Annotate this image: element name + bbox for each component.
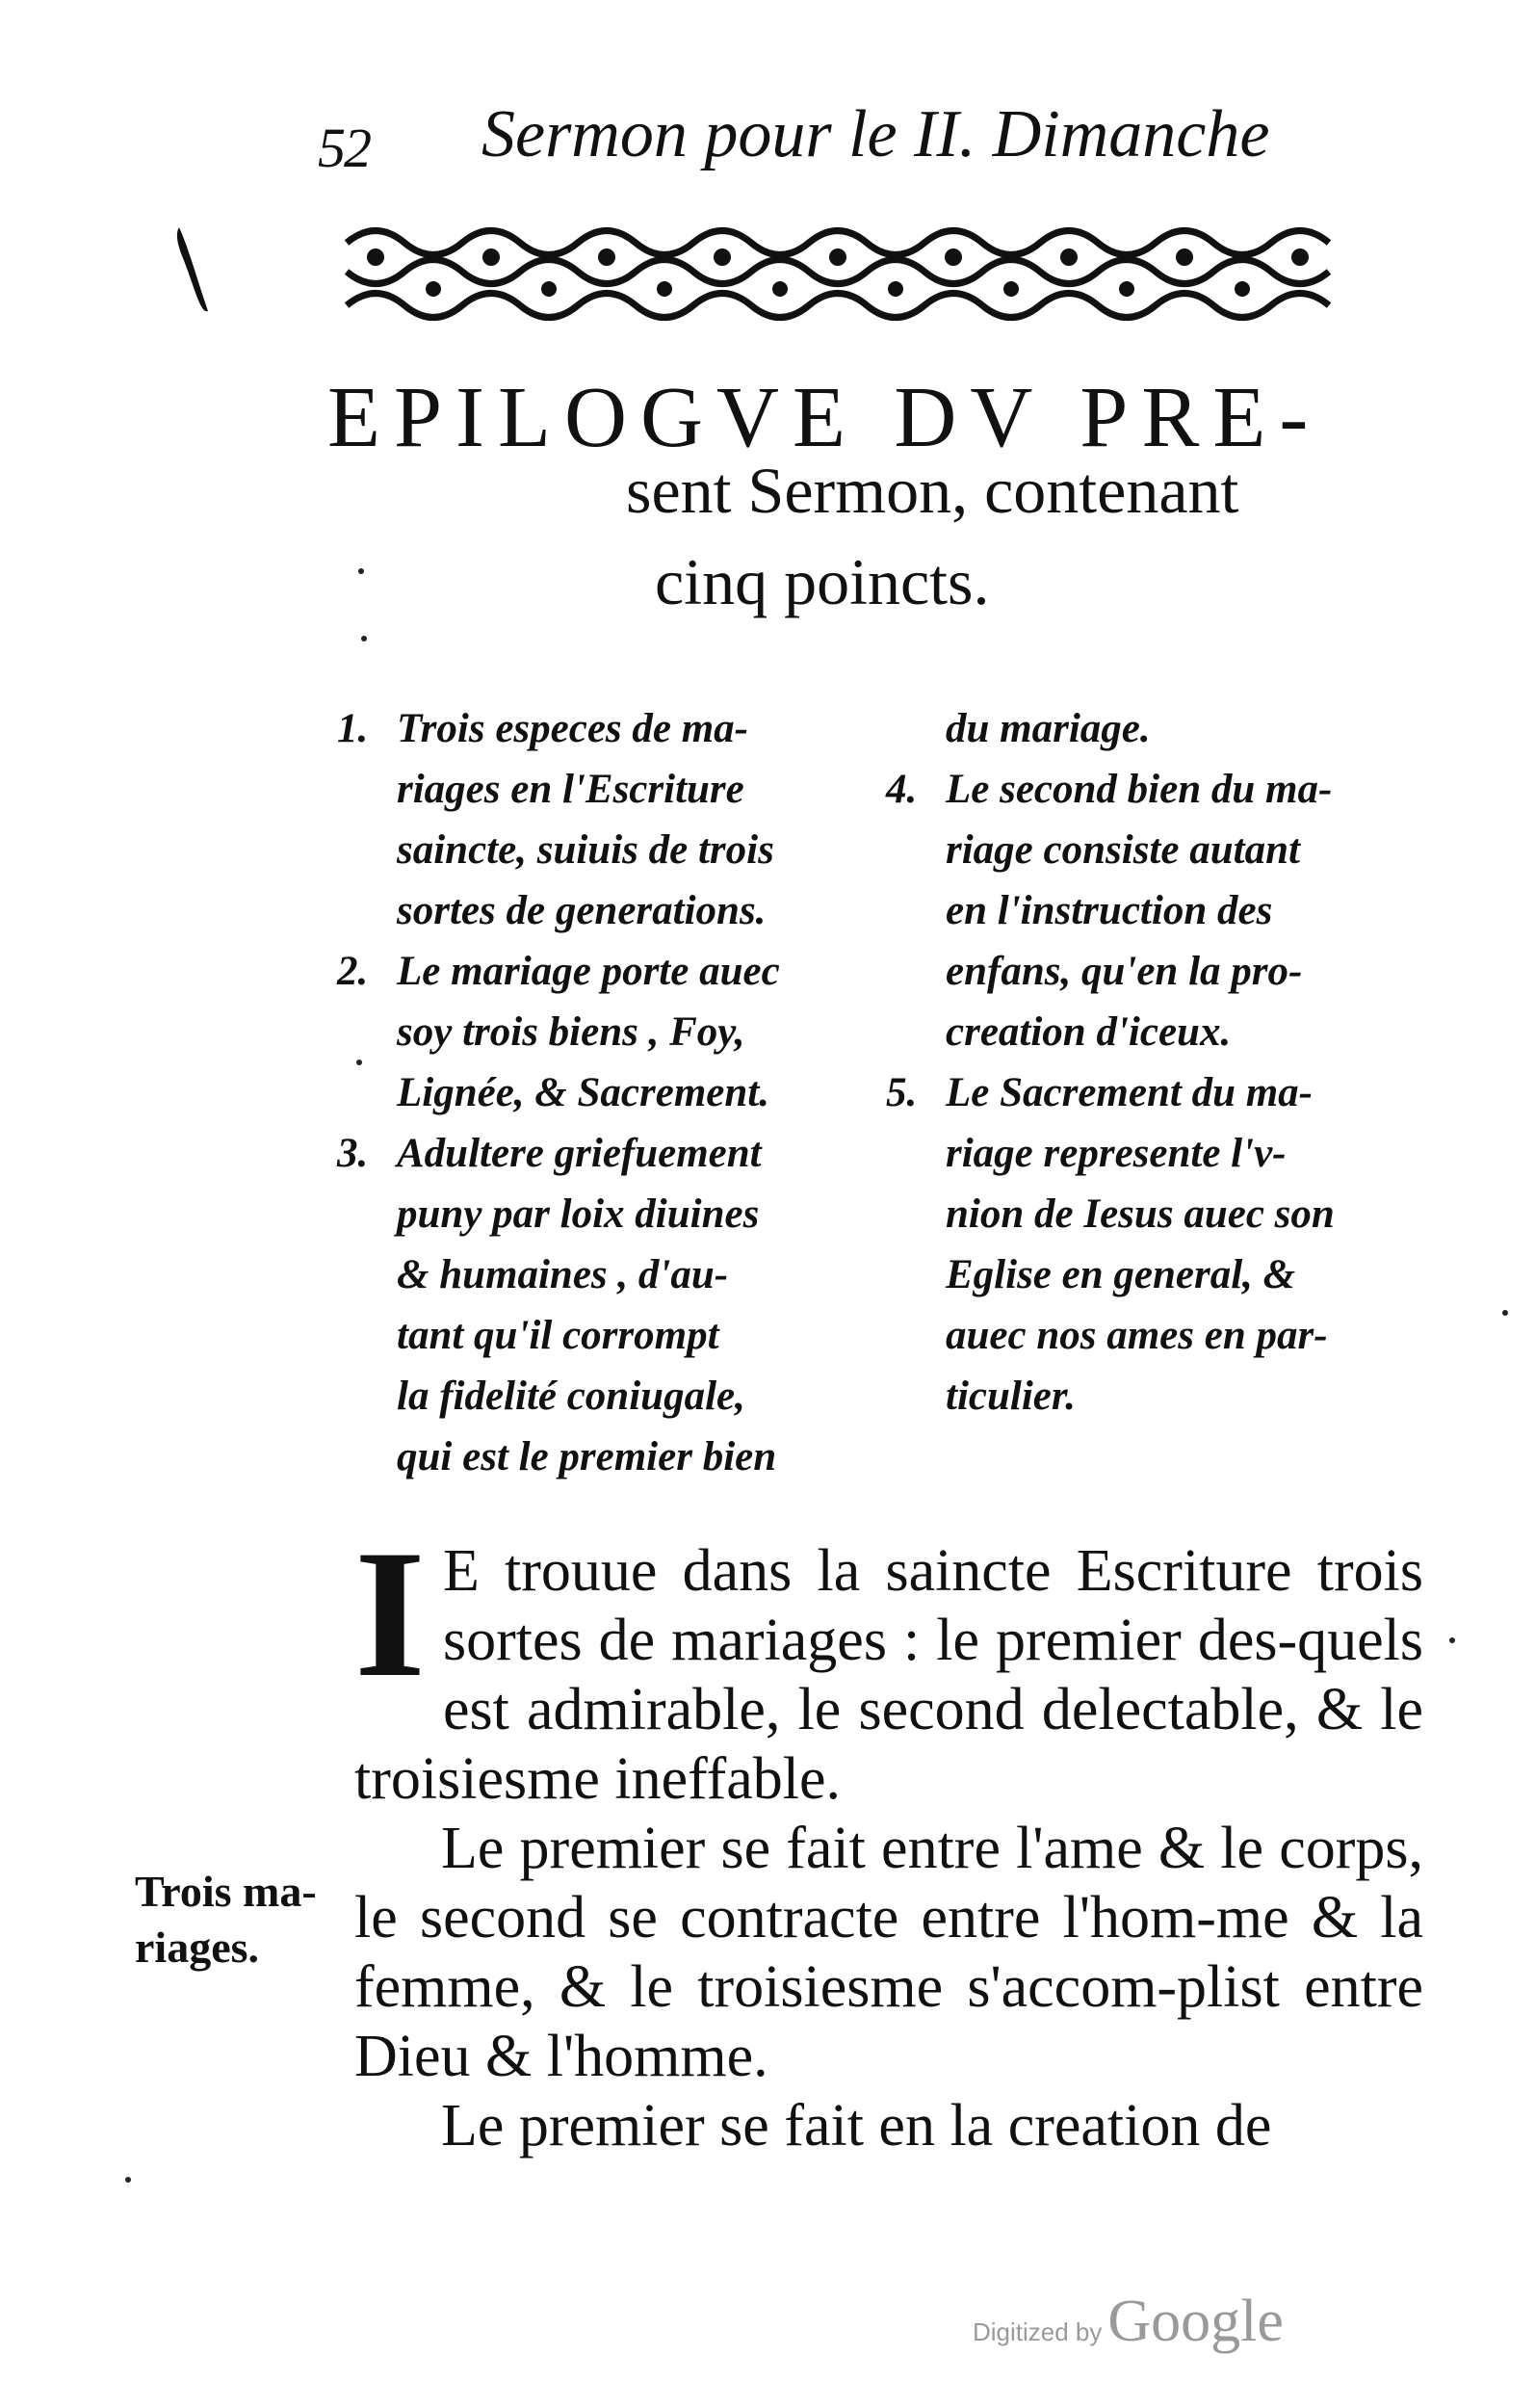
summary-column-left	[337, 698, 838, 1487]
summary-line: Le Sacrement du ma-	[946, 1070, 1313, 1115]
summary-line: Le mariage porte auec	[397, 949, 780, 994]
summary-line: Adultere griefuement	[397, 1131, 762, 1176]
summary-line: la fidelité coniugale,	[397, 1374, 745, 1419]
paragraph-2: Le premier se fait entre l'ame & le corps, le second se contracte entre l'hom-me & la femme, & le troisiesme s'accom-plist entre Dieu & l'homme.	[354, 1816, 1423, 2089]
summary-point-2	[337, 941, 838, 1123]
sermon-body	[354, 1513, 1423, 2160]
summary-line: Trois especes de ma-	[397, 706, 748, 751]
summary-line: Lignée, & Sacrement.	[397, 1070, 769, 1115]
ink-smudge	[162, 220, 239, 326]
margin-note-line-1: Trois ma-	[135, 1867, 317, 1916]
summary-line: en l'instruction des	[946, 888, 1273, 933]
summary-line: & humaines , d'au-	[397, 1252, 729, 1297]
point-number: 5.	[886, 1070, 918, 1115]
summary-line: nion de Iesus auec son	[946, 1191, 1335, 1237]
summary-line: riage consiste autant	[946, 827, 1300, 873]
point-number: 2.	[337, 949, 369, 994]
summary-line: soy trois biens , Foy,	[397, 1009, 745, 1055]
point-number: 3.	[337, 1131, 369, 1176]
point-number: 1.	[337, 706, 369, 751]
google-logo: Google	[1107, 2289, 1284, 2354]
summary-continuation: du mariage.	[946, 706, 1151, 751]
summary-line: enfans, qu'en la pro-	[946, 949, 1303, 994]
running-title: Sermon pour le II. Dimanche	[481, 97, 1270, 171]
ink-speck	[356, 1060, 362, 1065]
summary-point-1	[337, 698, 838, 941]
summary-line: creation d'iceux.	[946, 1009, 1232, 1055]
point-number: 4.	[886, 767, 918, 812]
ink-speck	[1449, 1637, 1455, 1643]
summary-line: qui est le premier bien	[397, 1434, 777, 1479]
ink-speck	[1502, 1310, 1508, 1316]
heading-line-3: cinq poincts.	[655, 545, 990, 618]
watermark-prefix: Digitized by	[973, 2317, 1103, 2346]
paragraph-1	[354, 1513, 1423, 1814]
ink-speck	[358, 568, 364, 574]
summary-line: ticulier.	[946, 1374, 1076, 1419]
digitized-watermark	[973, 2288, 1284, 2356]
summary-line: Le second bien du ma-	[946, 767, 1333, 812]
ink-speck	[361, 636, 367, 641]
margin-note	[135, 1864, 317, 1976]
ink-speck	[125, 2177, 131, 2183]
page-number: 52	[318, 117, 370, 179]
summary-point-5	[886, 1062, 1387, 1426]
summary-line: Eglise en general, &	[946, 1252, 1296, 1297]
summary-line: sortes de generations.	[397, 888, 767, 933]
margin-note-line-2: riages.	[135, 1923, 260, 1972]
summary-line: auec nos ames en par-	[946, 1313, 1328, 1358]
drop-cap: I	[354, 1513, 426, 1715]
summary-line: puny par loix diuines	[397, 1191, 760, 1237]
summary-line: saincte, suiuis de trois	[397, 827, 774, 873]
summary-line: riage represente l'v-	[946, 1131, 1287, 1176]
heading-line-1: EPILOGVE DV PRE-	[327, 370, 1322, 465]
summary-point-4	[886, 759, 1387, 1062]
summary-column-right	[886, 698, 1387, 1426]
heading-line-2: sent Sermon, contenant	[626, 454, 1239, 527]
summary-line: tant qu'il corrompt	[397, 1313, 719, 1358]
paragraph-3: Le premier se fait en la creation de	[441, 2093, 1272, 2159]
ornamental-band-icon	[337, 214, 1339, 329]
summary-point-3	[337, 1123, 838, 1487]
summary-line: riages en l'Escriture	[397, 767, 744, 812]
paragraph-1-text: E trouue dans la saincte Escriture trois sortes de mariages : le premier des-quels est admirable, le second delectable, & le troisiesme ineffable.	[354, 1538, 1423, 1812]
